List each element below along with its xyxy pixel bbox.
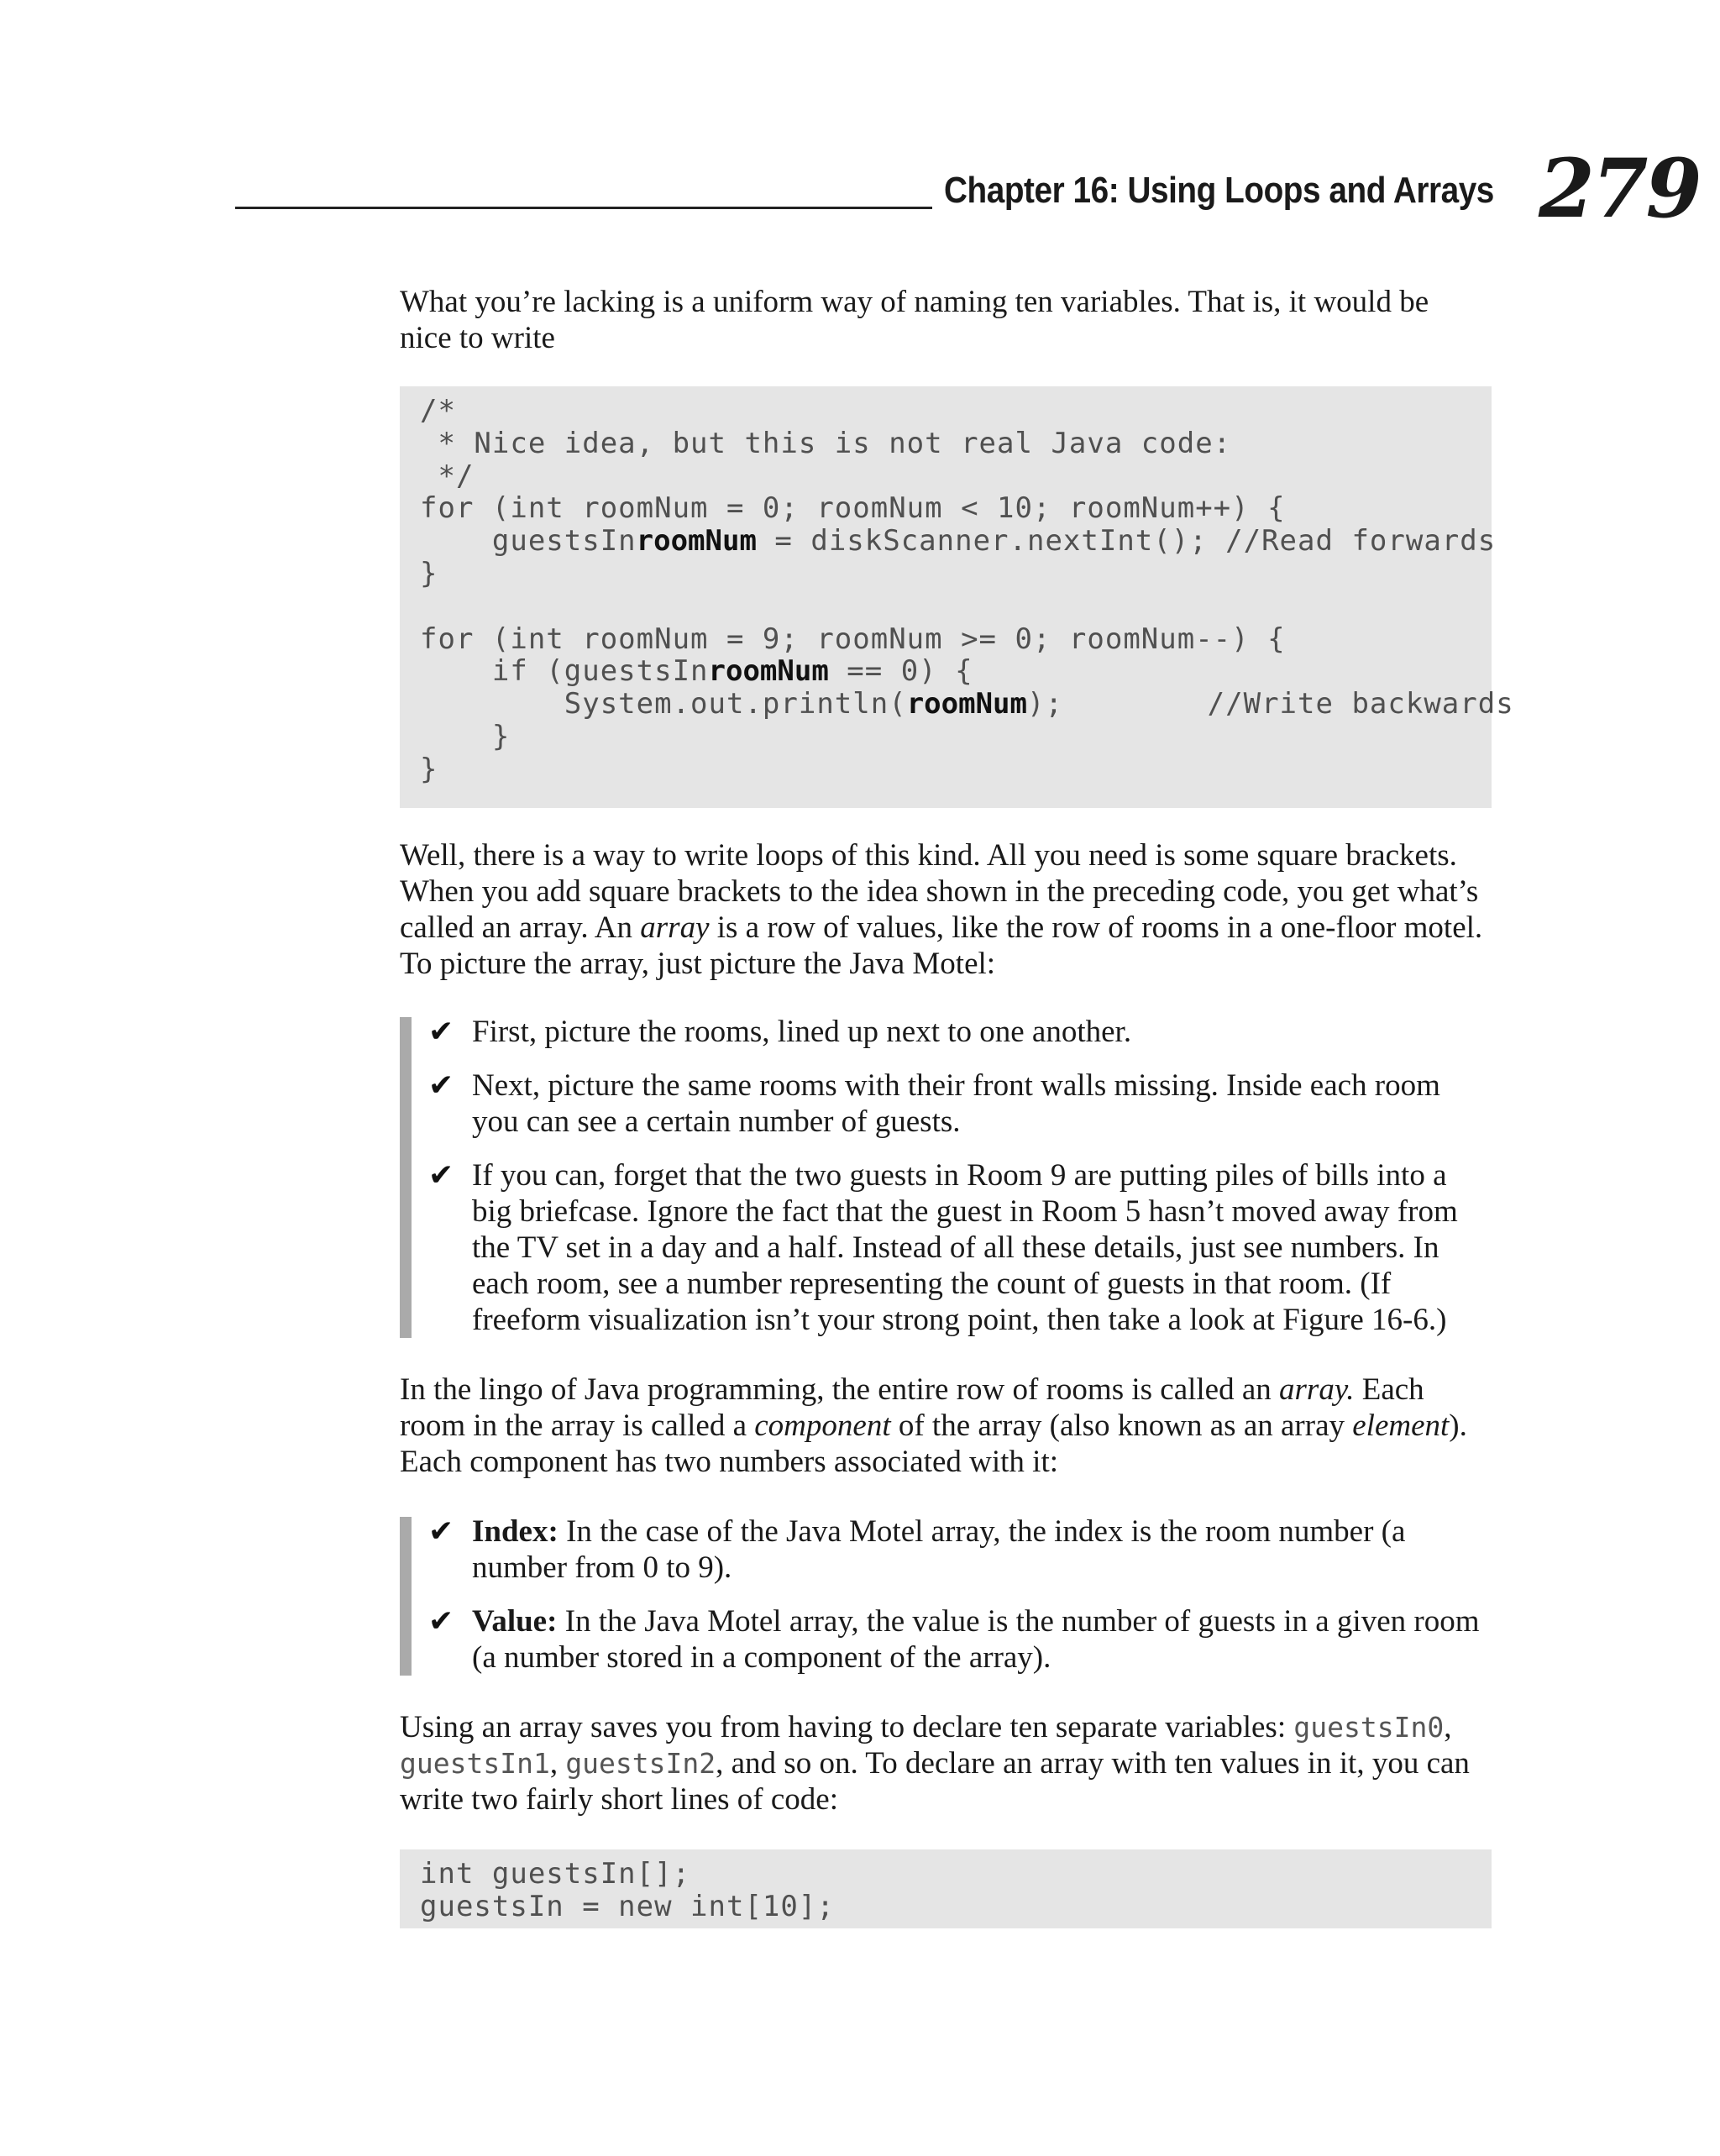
list-item	[428, 1157, 1492, 1338]
text-run: ). Each component has two numbers associated with it:	[400, 1408, 1467, 1479]
paragraph-declare-array	[400, 1709, 1492, 1818]
italic-term: component	[754, 1408, 891, 1443]
list-item	[428, 1068, 1492, 1140]
list-item-text: In the Java Motel array, the value is the number of guests in a given room (a number stored in a component of the array).	[472, 1604, 1480, 1675]
check-icon: ✔	[428, 1604, 454, 1639]
check-icon: ✔	[428, 1514, 454, 1549]
term-value: Value:	[472, 1604, 558, 1639]
code-line: for (int roomNum = 0; roomNum < 10; roomNum++) {	[420, 491, 1286, 526]
code-line: guestsIn = new int[10];	[420, 1889, 835, 1923]
code-line: for (int roomNum = 9; roomNum >= 0; roomNum--) {	[420, 622, 1286, 656]
inline-code: guestsIn0	[1293, 1711, 1445, 1744]
text-run: is a row of values, like the row of rooms in a one-floor motel. To picture the array, just picture the Java Motel:	[400, 910, 1483, 981]
code-fragment: guestsIn	[420, 524, 637, 559]
italic-term: element	[1352, 1408, 1450, 1443]
paragraph-array-lingo	[400, 1372, 1492, 1480]
code-fragment: == 0) {	[828, 654, 973, 689]
code-block-declare	[400, 1849, 1492, 1928]
code-line: /*	[420, 394, 456, 428]
code-line: */	[420, 459, 475, 493]
code-line: }	[420, 556, 438, 590]
list-item-text: In the case of the Java Motel array, the index is the room number (a number from 0 to 9).	[472, 1514, 1406, 1585]
check-icon: ✔	[428, 1015, 454, 1049]
code-fragment: if (guestsIn	[420, 654, 709, 689]
text-run: Each room in the array is called a	[400, 1372, 1424, 1443]
paragraph-array-intro	[400, 837, 1492, 982]
text-run: ,	[549, 1746, 566, 1781]
list-item	[428, 1603, 1492, 1676]
list-item-text: Next, picture the same rooms with their front walls missing. Inside each room you can see a certain number of guests.	[472, 1068, 1440, 1139]
page-number: 279	[1539, 141, 1700, 236]
text-run: , and so on. To declare an array with ten values in it, you can write two fairly short lines of code:	[400, 1746, 1470, 1817]
code-bold-roomnum: roomNum	[906, 687, 1027, 721]
text-run: In the lingo of Java programming, the entire row of rooms is called an	[400, 1372, 1280, 1407]
bullet-list-index-value	[400, 1513, 1492, 1676]
text-run: of the array (also known as an array	[890, 1408, 1353, 1443]
paragraph-intro: What you’re lacking is a uniform way of naming ten variables. That is, it would be nice to write	[400, 285, 1429, 355]
term-index: Index:	[472, 1514, 558, 1549]
chapter-title: Chapter 16: Using Loops and Arrays	[944, 170, 1494, 211]
code-fragment: System.out.println(	[420, 687, 907, 721]
list-item	[428, 1513, 1492, 1586]
bullet-list-motel	[400, 1014, 1492, 1338]
inline-code: guestsIn1	[400, 1747, 550, 1780]
sidebar-rule	[400, 1517, 412, 1676]
code-bold-roomnum: roomNum	[708, 654, 829, 689]
code-line: }	[420, 752, 438, 786]
code-line: * Nice idea, but this is not real Java code:	[420, 426, 1232, 460]
code-fragment: ); //Write backwards	[1026, 687, 1514, 721]
text-run: ,	[1444, 1710, 1452, 1744]
code-line: int guestsIn[];	[420, 1857, 691, 1891]
text-run: Well, there is a way to write loops of this kind. All you need is some square brackets. When you add square brackets to the idea shown in the preceding code, you get what’s called an array. An	[400, 838, 1479, 945]
italic-term: array.	[1279, 1372, 1355, 1407]
header-rule	[235, 207, 932, 209]
italic-term-array: array	[640, 910, 710, 945]
code-line: }	[420, 719, 511, 753]
sidebar-rule	[400, 1017, 412, 1338]
list-item-text: If you can, forget that the two guests in Room 9 are putting piles of bills into a big briefcase. Ignore the fact that the guest in Room 5 hasn’t moved away from the TV set in a day and a half. Instead of all these details, just see numbers. In each room, see a number representing the count of guests in that room. (If freeform visualization isn’t your strong point, then take a look at Figure 16-6.)	[472, 1158, 1458, 1337]
list-item-text: First, picture the rooms, lined up next to one another.	[472, 1015, 1132, 1049]
code-bold-roomnum: roomNum	[636, 524, 757, 559]
list-item	[428, 1014, 1492, 1050]
code-block-loops	[400, 386, 1514, 808]
text-run: Using an array saves you from having to declare ten separate variables:	[400, 1710, 1294, 1744]
inline-code: guestsIn2	[565, 1747, 716, 1780]
check-icon: ✔	[428, 1158, 454, 1193]
page-content	[400, 284, 1514, 1928]
check-icon: ✔	[428, 1068, 454, 1103]
code-fragment: = diskScanner.nextInt(); //Read forwards	[756, 524, 1497, 559]
